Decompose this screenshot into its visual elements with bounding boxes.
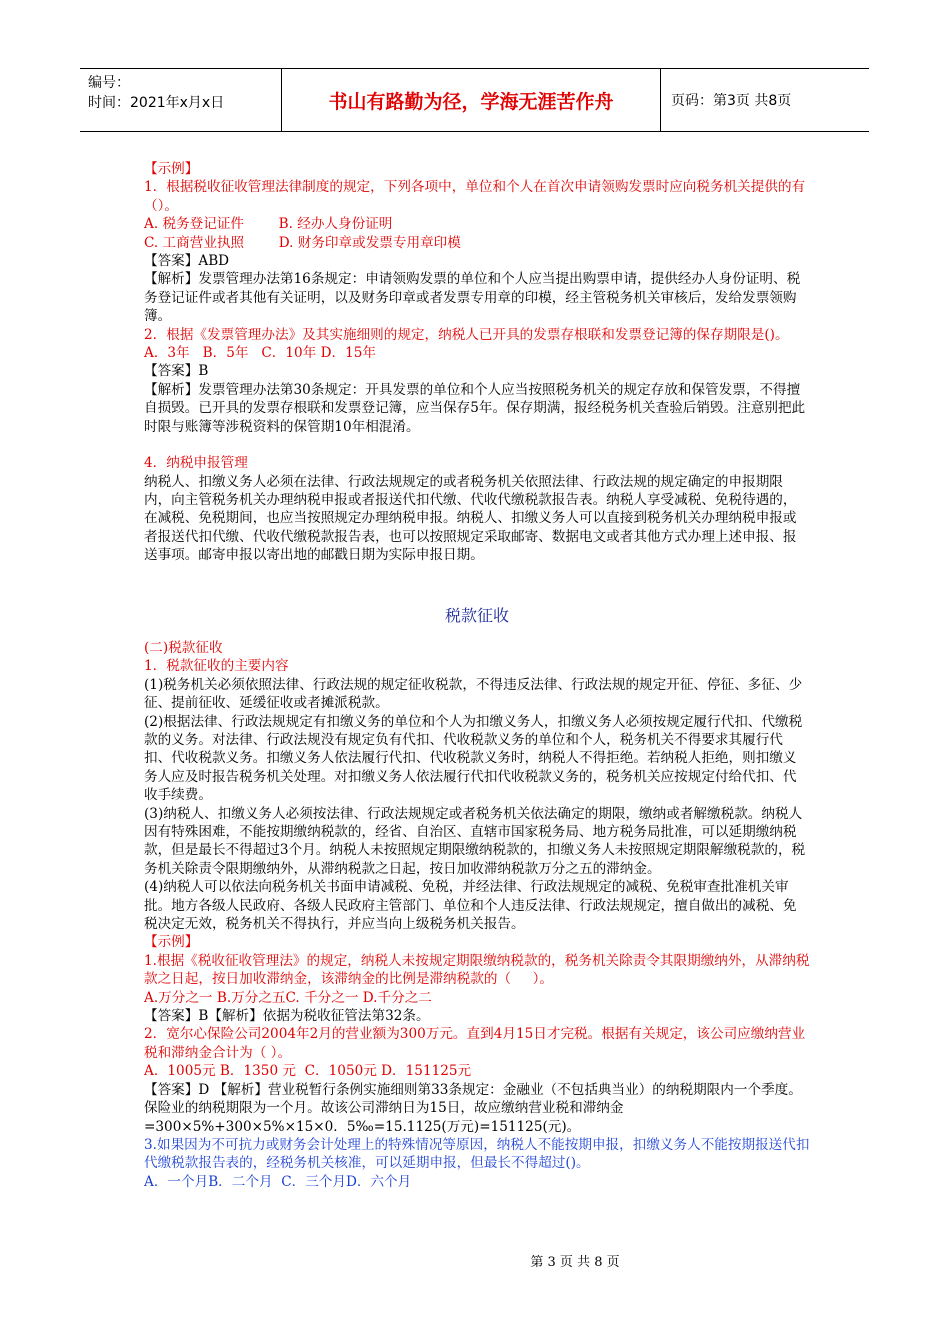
header-meta	[80, 69, 282, 131]
code-label: 编号：	[88, 75, 130, 91]
paragraph-4: (4)纳税人可以依法向税务机关书面申请减税、免税，并经法律、行政法规规定的减税、免税审查批准机关审批。地方各级人民政府、各级人民政府主管部门、单位和个人违反法律、行政法规规定，擅自做出的减税、免税决定无效，税务机关不得执行，并应当向上级税务机关报告。	[144, 879, 797, 933]
question-1-analysis: 【解析】发票管理办法第16条规定：申请领购发票的单位和个人应当提出购票申请，提供经办人身份证明、税务登记证件或者其他有关证明，以及财务印章或者发票专用章的印模，经主管税务机关审核后，发给发票领购簿。	[144, 271, 801, 325]
question-2: 2．根据《发票管理办法》及其实施细则的规定，纳税人已开具的发票存根联和发票登记簿的保存期限是()。	[144, 326, 789, 343]
question-2-options: A．3年 B．5年 C．10年 D．15年	[144, 345, 376, 362]
header-motto: 书山有路勤为径，学海无涯苦作舟	[282, 69, 661, 131]
question-1-answer: 【答案】ABD	[144, 253, 230, 270]
paragraph-3: (3)纳税人、扣缴义务人必须按法律、行政法规规定或者税务机关依法确定的期限，缴纳或者解缴税款。纳税人因有特殊困难，不能按期缴纳税款的，经省、自治区、直辖市国家税务局、地方税务局批准，可以延期缴纳税款，但是最长不得超过3个月。纳税人未按照规定期限缴纳税款的，扣缴义务人未按照规定期限解缴税款的，税务机关除责令限期缴纳外，从滞纳税款之日起，按日加收滞纳税款万分之五的滞纳金。	[144, 805, 806, 877]
example-2-question-3-options: A．一个月B．二个月 C．三个月D．六个月	[144, 1173, 412, 1190]
example-2-question-2: 2．宽尔心保险公司2004年2月的营业额为300万元。直到4月15日才完税。根据有关规定，该公司应缴纳营业税和滞纳金合计为（ ）。	[144, 1026, 806, 1061]
paragraph-1: (1)税务机关必须依照法律、行政法规的规定征收税款，不得违反法律、行政法规的规定开征、停征、多征、少征、提前征收、延缓征收或者摊派税款。	[144, 676, 803, 712]
example-tag-2: 【示例】	[144, 934, 199, 951]
example-tag: 【示例】	[144, 161, 199, 177]
example-2-question-1-answer: 【答案】B【解析】依据为税收征管法第32条。	[144, 1008, 430, 1025]
question-1-options-ab: A. 税务登记证件 B. 经办人身份证明	[144, 216, 393, 233]
example-2-question-3: 3.如果因为不可抗力或财务会计处理上的特殊情况等原因，纳税人不能按期申报，扣缴义务人不能按期报送代扣代缴税款报告表的，经税务机关核准，可以延期申报，但最长不得超过()。	[144, 1136, 810, 1172]
subheading-main-content: 1．税款征收的主要内容	[144, 658, 289, 675]
example-2-question-2-analysis: 【答案】D 【解析】营业税暂行条例实施细则第33条规定：金融业（不包括典当业）的纳税期限内一个季度。保险业的纳税期限为一个月。故该公司滞纳日为15日，故应缴纳营业税和滞纳金=300×5%+300×5%×15×0．5‰=15.1125(万元)=151125(元)。	[144, 1081, 802, 1135]
question-2-analysis: 【解析】发票管理办法第30条规定：开具发票的单位和个人应当按照税务机关的规定存放和保管发票，不得擅自损毁。已开具的发票存根联和发票登记簿，应当保存5年。保存期满，报经税务机关查验后销毁。注意别把此时限与账簿等涉税资料的保管期10年相混淆。	[144, 381, 806, 435]
question-1: 1．根据税收征收管理法律制度的规定，下列各项中，单位和个人在首次申请领购发票时应向税务机关提供的有（）。	[144, 179, 806, 214]
header-page-info: 页码：第3页 共8页	[671, 93, 792, 109]
footer-page-number: 第 3 页 共 8 页	[530, 1255, 620, 1270]
example-2-question-2-options: A．1005元 B．1350 元 C．1050元 D．151125元	[144, 1063, 472, 1080]
question-2-answer: 【答案】B	[144, 363, 209, 380]
example-2-question-1-options: A.万分之一 B.万分之五C. 千分之一 D.千分之二	[144, 989, 432, 1006]
subheading-collection: (二)税款征收	[144, 639, 223, 656]
page-footer	[0, 1251, 950, 1270]
section-title: 税款征收	[444, 605, 509, 625]
question-1-options-cd: C. 工商营业执照 D. 财务印章或发票专用章印模	[144, 234, 461, 251]
tax-filing-text: 纳税人、扣缴义务人必须在法律、行政法规规定的或者税务机关依照法律、行政法规的规定确定的申报期限内，向主管税务机关办理纳税申报或者报送代扣代缴、代收代缴税款报告表。纳税人享受减税、免税待遇的，在减税、免税期间，也应当按照规定办理纳税申报。纳税人、扣缴义务人可以直接到税务机关办理纳税申报或者报送代扣代缴、代收代缴税款报告表，也可以按照规定采取邮寄、数据电文或者其他方式办理上述申报、报送事项。邮寄申报以寄出地的邮戳日期为实际申报日期。	[144, 473, 797, 564]
page-header	[80, 68, 869, 132]
section-heading-tax-filing: 4．纳税申报管理	[144, 455, 248, 472]
paragraph-2: (2)根据法律、行政法规规定有扣缴义务的单位和个人为扣缴义务人，扣缴义务人必须按规定履行代扣、代缴税款的义务。对法律、行政法规没有规定负有代扣、代收税款义务的单位和个人，税务机关不得要求其履行代扣、代收税款义务。扣缴义务人依法履行代扣、代收税款义务时，纳税人不得拒绝。若纳税人拒绝，则扣缴义务人应及时报告税务机关处理。对扣缴义务人依法履行代扣代收税款义务的，税务机关应按规定付给代扣、代收手续费。	[144, 713, 803, 804]
document-body	[144, 160, 810, 1191]
date-label: 时间：2021年x月x日	[88, 95, 225, 111]
example-2-question-1: 1.根据《税收征收管理法》的规定，纳税人未按规定期限缴纳税款的，税务机关除责令其限期缴纳外，从滞纳税款之日起，按日加收滞纳金，该滞纳金的比例是滞纳税款的（ ）。	[144, 952, 810, 988]
